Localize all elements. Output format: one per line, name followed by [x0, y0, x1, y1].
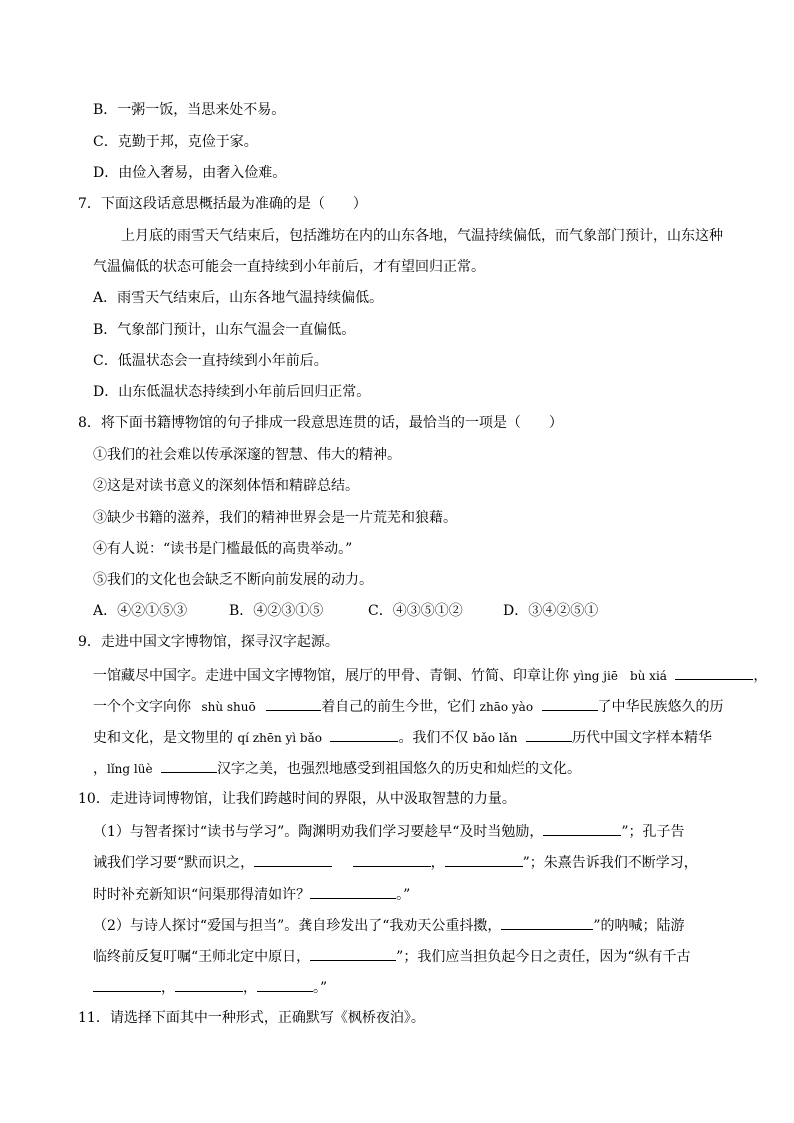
q9-stem: 9．走进中国文字博物馆，探寻汉字起源。: [78, 634, 339, 650]
q10-part1-line-3-text: 时时补充新知识“问渠那得清如许？: [93, 887, 311, 903]
q10-blank-10[interactable]: [257, 977, 313, 992]
q9-line-2-text-c: 了中华民族悠久的历: [597, 699, 724, 715]
q8-sentence-1: ①我们的社会难以传承深邃的智慧、伟大的精神。: [93, 447, 401, 463]
q7-stem: 7．下面这段话意思概括最为准确的是（ ）: [78, 196, 367, 212]
q10-part2-line-1-end: ”的呐喊；陆游: [593, 918, 685, 934]
q10-part1-line-3: [93, 884, 410, 904]
q6-option-d: D．由俭入奢易，由奢入俭难。: [93, 165, 287, 181]
q9-pinyin-shushuo: shù shuō: [201, 700, 256, 714]
q9-blank-5[interactable]: [526, 727, 572, 742]
q10-stem: 10．走进诗词博物馆，让我们跨越时间的界限，从中汲取智慧的力量。: [78, 791, 516, 807]
q9-blank-4[interactable]: [330, 727, 398, 742]
q9-line-3-text-c: 历代中国文字样本精华: [571, 730, 712, 746]
q8-option-c: C．④③⑤①②: [368, 603, 463, 619]
q9-line-4-text: 汉字之美，也强烈地感受到祖国悠久的历史和灿烂的文化。: [217, 761, 582, 777]
q9-line-1-end: ，: [753, 668, 768, 684]
q10-blank-4[interactable]: [445, 852, 523, 867]
q7-option-d: D．山东低温状态持续到小年前后回归正常。: [93, 384, 371, 400]
q6-option-b: B．一粥一饭，当思来处不易。: [93, 102, 286, 118]
q9-blank-6[interactable]: [161, 758, 217, 773]
q7-passage-line-1: 上月底的雨雪天气结束后，包括潍坊在内的山东各地，气温持续偏低，而气象部门预计，山东这种: [121, 228, 723, 244]
q10-blank-6[interactable]: [501, 915, 593, 930]
q10-part1-line-2-comma: ，: [430, 855, 445, 871]
q10-blank-9[interactable]: [175, 977, 243, 992]
q10-part1-line-1: [93, 821, 685, 841]
q9-line-1-text: 一馆藏尽中国字。走进中国文字博物馆，展厅的甲骨、青铜、竹简、印章让你: [93, 668, 569, 684]
q10-blank-3[interactable]: [353, 852, 431, 867]
q10-part2-line-2-text: 临终前反复叮嘱“王师北定中原日，: [93, 949, 311, 965]
q8-sentence-2: ②这是对读书意义的深刻体悟和精辟总结。: [93, 478, 359, 494]
q8-option-b: B．④②③①⑤: [229, 603, 324, 619]
q10-part1-line-2-text: 诫我们学习要“默而识之，: [93, 855, 255, 871]
q9-pinyin-linglue: lǐng lüè: [107, 762, 153, 776]
q9-line-2-text-a: 一个个文字向你: [93, 699, 191, 715]
q10-part2-line-2: [93, 946, 691, 966]
q9-line-2: [93, 696, 724, 716]
q10-part2-line-3-comma-2: ，: [243, 980, 257, 996]
q10-part2-line-2-end: ”；我们应当担负起今日之责任，因为“纵有千古: [396, 949, 691, 965]
q9-pinyin-qizhenyibao: qí zhēn yì bǎo: [237, 731, 322, 745]
q8-sentence-3: ③缺少书籍的滋养，我们的精神世界会是一片荒芜和狼藉。: [93, 510, 457, 526]
q10-blank-5[interactable]: [310, 884, 396, 899]
q10-part1-line-1-text: （1）与智者探讨“读书与学习”。陶渊明劝我们学习要趁早“及时当勉励，: [93, 824, 544, 840]
q7-option-b: B．气象部门预计，山东气温会一直偏低。: [93, 322, 356, 338]
q11-stem: 11．请选择下面其中一种形式，正确默写《枫桥夜泊》。: [78, 1010, 425, 1026]
q9-line-4-comma: ，: [93, 761, 107, 777]
q10-part2-line-3-comma-1: ，: [161, 980, 175, 996]
q9-pinyin-yingjie-buxia: yìng jiē bù xiá: [573, 669, 667, 683]
q9-line-3-text-b: 。我们不仅: [398, 730, 469, 746]
q9-blank-2[interactable]: [266, 696, 321, 711]
q9-line-2-text-b: 着自己的前生今世，它们: [321, 699, 476, 715]
q6-option-c: C．克勤于邦，克俭于家。: [93, 134, 258, 150]
q8-option-d: D．③④②⑤①: [503, 603, 599, 619]
q10-blank-2[interactable]: [254, 852, 332, 867]
q8-sentence-4: ④有人说：“读书是门槛最低的高贵举动。”: [93, 541, 353, 557]
q9-blank-1[interactable]: [675, 665, 753, 680]
q10-blank-8[interactable]: [93, 977, 161, 992]
q9-line-3-text-a: 史和文化，是文物里的: [93, 730, 233, 746]
q8-sentence-5: ⑤我们的文化也会缺乏不断向前发展的动力。: [93, 572, 373, 588]
q9-pinyin-zhaoyao: zhāo yào: [479, 700, 534, 714]
q9-line-4: [93, 758, 581, 778]
q7-option-a: A．雨雪天气结束后，山东各地气温持续偏低。: [93, 290, 384, 306]
q7-option-c: C．低温状态会一直持续到小年前后。: [93, 353, 328, 369]
q8-option-a: A．④②①⑤③: [93, 603, 188, 619]
q10-blank-7[interactable]: [310, 946, 396, 961]
q10-part1-line-2-end: ”；朱熹告诉我们不断学习，: [522, 855, 698, 871]
q9-blank-3[interactable]: [542, 696, 598, 711]
q8-stem: 8．将下面书籍博物馆的句子排成一段意思连贯的话，最恰当的一项是（ ）: [78, 415, 563, 431]
q10-part1-line-3-end: 。”: [396, 887, 411, 903]
q10-part2-line-1-text: （2）与诗人探讨“爱国与担当”。龚自珍发出了“我劝天公重抖擞，: [93, 918, 502, 934]
q10-part1-line-2: [93, 852, 698, 872]
q10-part1-line-1-end: ”；孔子告: [621, 824, 685, 840]
q7-passage-line-2: 气温偏低的状态可能会一直持续到小年前后，才有望回归正常。: [93, 259, 485, 275]
q10-part2-line-3-end: 。”: [313, 980, 328, 996]
q10-part2-line-3: [93, 977, 327, 997]
q10-blank-1[interactable]: [543, 821, 621, 836]
q9-line-1: [93, 665, 767, 685]
q10-part2-line-1: [93, 915, 685, 935]
q9-line-3: [93, 727, 712, 747]
q9-pinyin-baolan: bǎo lǎn: [472, 731, 518, 745]
